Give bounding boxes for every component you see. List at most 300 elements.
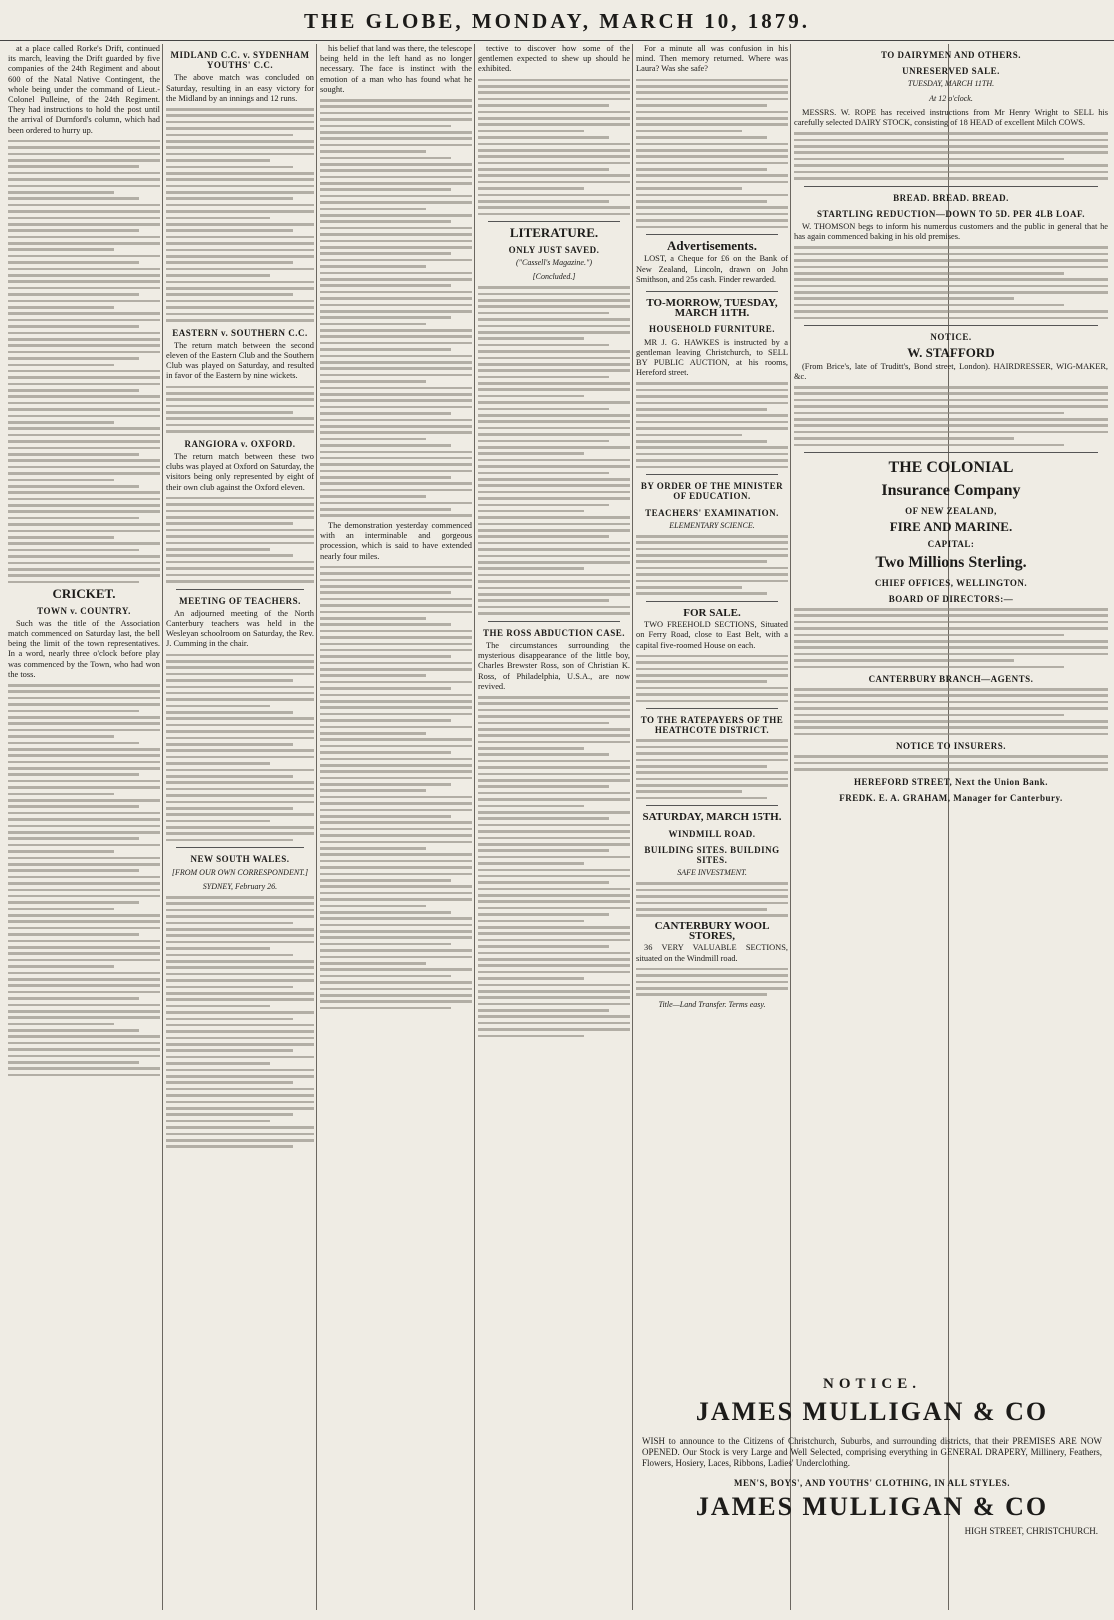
text-line (636, 674, 788, 677)
text-line (794, 707, 1108, 710)
text-line (478, 478, 630, 481)
text-line (320, 719, 451, 722)
text-line (478, 318, 630, 321)
text-line (794, 768, 1108, 771)
text-line (636, 680, 767, 683)
text-line (320, 214, 472, 217)
text-line (8, 351, 160, 354)
text-line (320, 374, 472, 377)
text-line (166, 1062, 270, 1065)
text-line (8, 1042, 160, 1045)
text-line (8, 172, 160, 175)
text-line (166, 392, 314, 395)
text-line (320, 463, 472, 466)
text-line (636, 908, 767, 911)
text-line (320, 323, 426, 326)
text-line (320, 182, 472, 185)
text-line (8, 217, 160, 220)
text-line (8, 780, 160, 783)
text-line (636, 91, 788, 94)
text-line (166, 561, 314, 564)
text-line (320, 399, 472, 402)
text-line (478, 926, 630, 929)
text-line (166, 274, 270, 277)
text-line (320, 457, 472, 460)
text-line (320, 968, 472, 971)
text-line (320, 975, 451, 978)
text-line (320, 700, 472, 703)
text-line (8, 485, 139, 488)
text-line (166, 287, 314, 290)
divider (646, 708, 778, 709)
text-line (166, 178, 314, 181)
text-line (636, 693, 788, 696)
text-line (320, 355, 472, 358)
text-line (320, 367, 472, 370)
text-line (8, 178, 160, 181)
text-line (320, 636, 472, 639)
section-heading-advertisements: Advertisements. (667, 238, 757, 254)
text-line (166, 973, 314, 976)
text-line (636, 226, 788, 229)
text-line (478, 299, 630, 302)
text-line (478, 715, 630, 718)
text-line (320, 387, 472, 390)
text-line (636, 149, 788, 152)
text-line (8, 965, 114, 968)
body-text-filler (636, 382, 788, 468)
text-line (166, 159, 270, 162)
body-text-filler (478, 79, 630, 216)
body-text-filler (794, 688, 1108, 735)
text-line (478, 939, 630, 942)
text-line (166, 839, 293, 842)
body-text-filler (8, 684, 160, 1076)
text-line (166, 210, 314, 213)
text-line (320, 802, 472, 805)
text-line (320, 489, 472, 492)
text-line (8, 434, 160, 437)
text-line (636, 85, 788, 88)
text-line (8, 952, 160, 955)
ad-text: W. THOMSON begs to inform his numerous customers and the public in general that he has again commenced baking in his old premises. (794, 221, 1108, 242)
text-line (320, 335, 472, 338)
text-line (166, 820, 270, 823)
text-line (320, 738, 472, 741)
text-line (636, 914, 788, 917)
text-line (636, 902, 788, 905)
text-line (166, 705, 270, 708)
text-line (166, 153, 314, 156)
text-line (8, 786, 160, 789)
text-line (478, 849, 609, 852)
text-line (320, 579, 472, 582)
text-line (8, 716, 160, 719)
divider (646, 234, 778, 235)
text-line (166, 529, 314, 532)
text-line (478, 420, 630, 423)
text-line (478, 491, 630, 494)
text-line (478, 504, 609, 507)
text-line (166, 756, 314, 759)
insurance-subtitle: FIRE AND MARINE. (889, 519, 1013, 535)
divider (488, 621, 620, 622)
column-rule (632, 44, 633, 1610)
insurance-capital-label: CAPITAL: (927, 538, 975, 549)
text-line (166, 813, 314, 816)
text-line (8, 882, 160, 885)
ad-text: TWO FREEHOLD SECTIONS, Situated on Ferry Road, close to East Belt, with a capital five-roomed House on each. (636, 620, 788, 650)
text-line (636, 541, 788, 544)
text-line (8, 261, 139, 264)
text-line (166, 197, 293, 200)
text-line (166, 807, 293, 810)
text-line (166, 896, 314, 899)
text-line (8, 972, 160, 975)
text-line (166, 255, 314, 258)
text-line (166, 711, 293, 714)
text-line (478, 612, 630, 615)
text-line (320, 764, 472, 767)
story-source: ("Cassell's Magazine.") (516, 257, 592, 267)
text-line (320, 611, 472, 614)
text-line (320, 694, 472, 697)
text-line (794, 272, 1064, 275)
text-line (794, 659, 1014, 662)
body-text-filler (636, 655, 788, 702)
article-heading: THE ROSS ABDUCTION CASE. (482, 627, 626, 638)
text-line (794, 304, 1064, 307)
text-line (166, 998, 314, 1001)
text-line (320, 789, 426, 792)
text-line (478, 1003, 630, 1006)
text-line (478, 542, 630, 545)
body-text-filler (636, 79, 788, 229)
text-line (8, 748, 160, 751)
text-line (794, 246, 1108, 249)
text-line (478, 907, 630, 910)
text-line (320, 438, 426, 441)
article-text: The return match between the second eleven of the Eastern Club and the Southern Club was played on Saturday, and resulted in favor of the Eastern by nine wickets. (166, 340, 314, 381)
text-line (478, 91, 630, 94)
text-line (166, 108, 314, 111)
text-line (166, 1145, 293, 1148)
text-line (478, 817, 609, 820)
divider (646, 291, 778, 292)
text-line (320, 259, 472, 262)
text-line (320, 687, 451, 690)
text-line (320, 361, 472, 364)
text-line (8, 722, 160, 725)
article-heading: NEW SOUTH WALES. (190, 854, 290, 865)
text-line (636, 746, 788, 749)
text-line (320, 297, 472, 300)
text-line (478, 760, 630, 763)
text-line (636, 554, 788, 557)
text-line (636, 104, 767, 107)
ad-text: MESSRS. W. ROPE has received instructions from Mr Henry Wright to SELL his carefully selected DAIRY STOCK, consisting of 18 HEAD of excellent Milch COWS. (794, 107, 1108, 128)
text-line (478, 792, 630, 795)
text-line (166, 1049, 293, 1052)
text-line (636, 765, 767, 768)
text-line (478, 990, 630, 993)
ad-heading: SATURDAY, MARCH 15TH. (642, 811, 782, 824)
text-line (8, 223, 160, 226)
text-line (320, 310, 472, 313)
text-line (636, 974, 788, 977)
text-line (8, 991, 160, 994)
divider (804, 452, 1098, 453)
article-text: The circumstances surrounding the mysterious disappearance of the little boy, Charles Brewster Ross, son of Christian K. Ross, of Philadelphia, U.S.A., are now revived. (478, 640, 630, 691)
text-line (320, 981, 472, 984)
text-line (166, 1011, 314, 1014)
text-line (636, 797, 767, 800)
ad-firm-name: JAMES MULLIGAN & CO (695, 1492, 1049, 1521)
text-line (166, 1101, 314, 1104)
text-line (166, 204, 314, 207)
text-line (166, 743, 293, 746)
text-line (636, 408, 767, 411)
text-line (8, 153, 160, 156)
text-line (166, 1081, 293, 1084)
text-line (478, 213, 630, 216)
text-line (478, 798, 630, 801)
text-line (166, 794, 314, 797)
text-line (166, 1094, 314, 1097)
text-line (478, 79, 630, 82)
text-line (166, 535, 314, 538)
text-line (478, 452, 584, 455)
text-line (166, 217, 270, 220)
text-line (8, 1048, 160, 1051)
text-line (320, 668, 472, 671)
text-line (478, 958, 630, 961)
text-line (8, 933, 139, 936)
text-line (320, 585, 472, 588)
text-line (8, 204, 160, 207)
text-line (794, 164, 1108, 167)
text-line (478, 779, 630, 782)
text-line (8, 697, 160, 700)
article-text: his belief that land was there, the telescope being held in the left hand as no longer necessary. The face is instinct with the emotion of a man who has found what he sought. (320, 44, 472, 94)
text-line (478, 408, 609, 411)
text-line (794, 688, 1108, 691)
text-line (478, 1035, 584, 1038)
text-line (636, 162, 788, 165)
ad-heading: FOR SALE. (683, 607, 741, 620)
article-text: An adjourned meeting of the North Canterbury teachers was held in the Wesleyan schoolroom on Saturday, the Rev. J. Cumming in the chair. (166, 608, 314, 649)
text-line (636, 784, 788, 787)
text-line (478, 104, 609, 107)
text-line (166, 679, 293, 682)
text-line (8, 1004, 160, 1007)
text-line (320, 674, 426, 677)
ad-heading: CANTERBURY WOOL STORES, (654, 920, 770, 943)
text-line (636, 567, 788, 570)
text-line (8, 863, 160, 866)
body-text-filler (636, 535, 788, 595)
text-line (794, 437, 1014, 440)
text-line (320, 1000, 472, 1003)
text-line (320, 949, 472, 952)
text-line (8, 523, 160, 526)
text-line (8, 946, 160, 949)
section-heading-literature: LITERATURE. (509, 225, 599, 241)
text-line (320, 572, 472, 575)
text-line (8, 876, 160, 879)
body-text-filler (794, 386, 1108, 446)
text-line (166, 293, 293, 296)
text-line (478, 510, 584, 513)
text-line (478, 741, 630, 744)
text-line (166, 826, 314, 829)
text-line (478, 382, 630, 385)
text-line (166, 673, 314, 676)
body-text-filler (166, 896, 314, 1148)
ad-line: MEN'S, BOYS', AND YOUTHS' CLOTHING, IN ALL STYLES. (734, 1478, 1010, 1488)
text-line (8, 274, 160, 277)
text-line (8, 1055, 160, 1058)
text-line (8, 229, 139, 232)
text-line (320, 821, 472, 824)
body-text-filler (636, 882, 788, 917)
text-line (478, 888, 630, 891)
text-line (478, 344, 609, 347)
text-line (320, 655, 451, 658)
text-line (8, 332, 160, 335)
text-line (8, 799, 160, 802)
text-line (8, 453, 139, 456)
text-line (8, 908, 114, 911)
body-text-filler (794, 755, 1108, 770)
text-line (794, 297, 1014, 300)
text-line (8, 805, 139, 808)
text-line (320, 208, 426, 211)
text-line (320, 732, 426, 735)
text-line (8, 255, 160, 258)
text-line (636, 459, 788, 462)
text-line (478, 977, 584, 980)
text-line (8, 383, 160, 386)
text-line (166, 417, 314, 420)
insurance-subtitle: Insurance Company (881, 482, 1021, 500)
column-3 (320, 44, 472, 1610)
divider (804, 186, 1098, 187)
text-line (320, 412, 451, 415)
text-line (320, 847, 426, 850)
section-heading-cricket: CRICKET. (52, 586, 116, 602)
text-line (320, 879, 451, 882)
text-line (8, 248, 114, 251)
text-line (478, 325, 630, 328)
text-line (8, 491, 160, 494)
text-line (320, 451, 472, 454)
text-line (794, 317, 1108, 320)
article-heading: MIDLAND C.C. v. SYDENHAM YOUTHS' C.C. (170, 50, 310, 71)
ad-footer: Title—Land Transfer. Terms easy. (658, 1000, 766, 1009)
text-line (320, 1007, 451, 1010)
text-line (166, 542, 314, 545)
text-line (320, 220, 451, 223)
mulligan-advertisement (636, 1372, 1108, 1610)
text-line (478, 811, 630, 814)
text-line (320, 681, 472, 684)
text-line (166, 698, 314, 701)
text-line (320, 265, 426, 268)
text-line (320, 924, 472, 927)
text-line (320, 898, 472, 901)
ad-heading: NOTICE. (930, 332, 972, 343)
text-line (478, 446, 630, 449)
text-line (636, 187, 742, 190)
text-line (8, 857, 160, 860)
text-line (636, 111, 788, 114)
text-line (320, 796, 472, 799)
text-line (320, 706, 472, 709)
text-line (166, 548, 270, 551)
text-line (636, 790, 742, 793)
insurance-title: THE COLONIAL (888, 459, 1014, 477)
text-line (8, 729, 160, 732)
text-line (794, 399, 1108, 402)
text-line (8, 159, 160, 162)
text-line (794, 444, 1064, 447)
text-line (320, 112, 472, 115)
text-line (8, 895, 160, 898)
text-line (166, 788, 314, 791)
text-line (320, 649, 472, 652)
text-line (478, 843, 630, 846)
text-line (636, 98, 788, 101)
text-line (320, 137, 472, 140)
text-line (166, 1037, 314, 1040)
text-line (320, 329, 472, 332)
text-line (166, 424, 314, 427)
text-line (794, 653, 1108, 656)
text-line (636, 136, 767, 139)
text-line (166, 127, 314, 130)
text-line (320, 233, 472, 236)
text-line (166, 567, 314, 570)
article-text: Such was the title of the Association match commenced on Saturday last, the bell being the limit of the town representatives. In a word, nearly three o'clock before play was commenced by the Town, who had won the toss. (8, 618, 160, 679)
text-line (320, 502, 472, 505)
text-line (8, 536, 114, 539)
text-line (794, 733, 1108, 736)
text-line (478, 497, 630, 500)
masthead-title: THE GLOBE, MONDAY, MARCH 10, 1879. (304, 9, 810, 33)
text-line (478, 709, 630, 712)
text-line (636, 889, 788, 892)
text-line (794, 694, 1108, 697)
text-line (478, 984, 630, 987)
text-line (320, 316, 451, 319)
text-line (320, 834, 472, 837)
text-line (636, 200, 767, 203)
text-line (8, 984, 160, 987)
text-line (636, 895, 788, 898)
text-line (794, 726, 1108, 729)
text-line (636, 668, 788, 671)
text-line (166, 261, 293, 264)
ad-text: LOST, a Cheque for £6 on the Bank of New Zealand, Lincoln, drawn on John Smithson, and 25s cash. Finder rewarded. (636, 254, 788, 284)
text-line (320, 201, 472, 204)
text-line (166, 223, 314, 226)
text-line (478, 200, 609, 203)
text-line (166, 306, 314, 309)
text-line (478, 805, 584, 808)
text-line (794, 418, 1108, 421)
text-line (320, 885, 472, 888)
